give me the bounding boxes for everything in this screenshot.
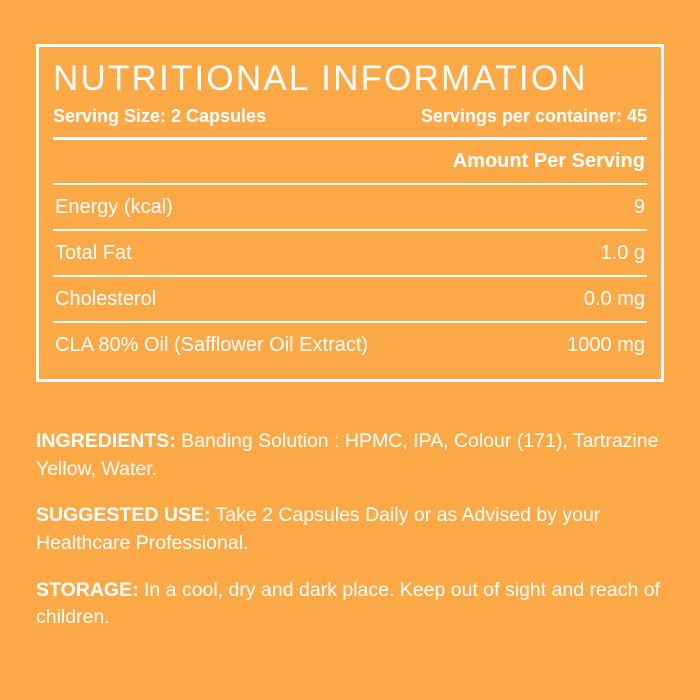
ingredients-note xyxy=(36,428,668,483)
nutrient-label: Total Fat xyxy=(55,241,132,264)
suggested-use-heading: SUGGESTED USE: xyxy=(36,504,211,527)
ingredients-text: Banding Solution : HPMC, IPA, Colour (171), Tartrazine Yellow, Water. xyxy=(36,430,659,480)
table-header-row xyxy=(53,140,647,185)
nutrient-value: 9 xyxy=(633,195,645,218)
table-row xyxy=(53,185,647,231)
nutrient-label: Energy (kcal) xyxy=(55,195,173,218)
ingredients-heading: INGREDIENTS: xyxy=(36,430,176,452)
serving-size-label: Serving Size: 2 Capsules xyxy=(53,105,267,126)
suggested-use-note xyxy=(36,502,668,557)
nutrient-value: 0.0 mg xyxy=(583,287,645,310)
suggested-use-text: Take 2 Capsules Daily or as Advised by your Healthcare Professional. xyxy=(36,504,601,555)
label-notes xyxy=(36,428,676,651)
storage-heading: STORAGE: xyxy=(36,578,139,601)
servings-per-container-label: Servings per container: 45 xyxy=(420,105,647,126)
table-row xyxy=(53,323,647,367)
nutrient-label: Cholesterol xyxy=(55,287,157,310)
nutrient-value: 1000 mg xyxy=(567,333,645,356)
amount-per-serving-header: Amount Per Serving xyxy=(452,149,645,172)
table-row xyxy=(53,231,647,277)
storage-note xyxy=(36,577,668,632)
nutrition-facts-panel xyxy=(36,44,664,382)
nutrient-label: CLA 80% Oil (Safflower Oil Extract) xyxy=(55,333,369,356)
serving-info-row xyxy=(39,100,661,137)
storage-text: In a cool, dry and dark place. Keep out of sight and reach of children. xyxy=(36,578,660,629)
nutrient-value: 1.0 g xyxy=(600,241,645,264)
page-title: NUTRITIONAL INFORMATION xyxy=(53,59,588,98)
nutrition-table xyxy=(53,137,647,367)
table-row xyxy=(53,277,647,323)
